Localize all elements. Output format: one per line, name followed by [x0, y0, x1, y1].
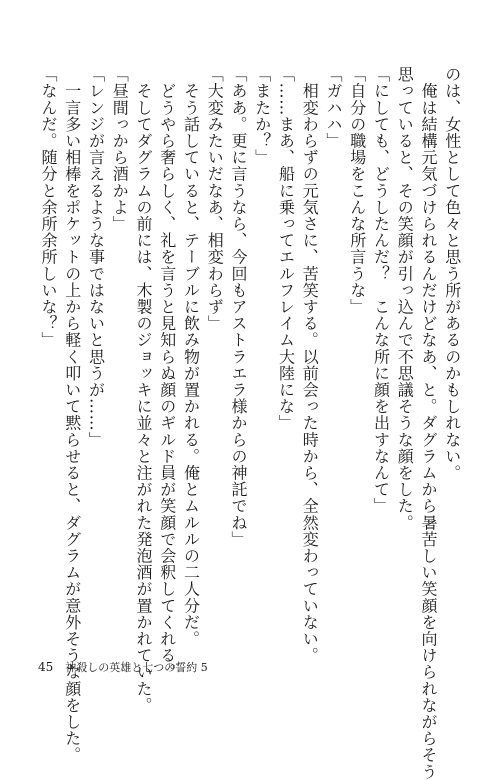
text-line: 俺は結構元気づけられるんだけどなあ、と。ダグラムから暑苦しい笑顔を向けられながらそう: [419, 66, 438, 780]
text-line: 「……まあ、船に乗ってエルフレイム大陸にな」: [276, 66, 296, 432]
page-footer: [38, 659, 208, 675]
page-number: 45: [38, 660, 54, 674]
text-line: 「なんだ。随分と余所余所しいな？」: [39, 66, 58, 349]
text-line: そう話していると、テーブルに飲み物が置かれる。俺とムルルの二人分だ。: [181, 66, 201, 647]
text-line: 「ガハハ」: [324, 66, 343, 149]
book-title: 神殺しの英雄と七つの誓約 5: [65, 661, 208, 674]
text-line: のは、女性として色々と思う所があるのかもしれない。: [442, 66, 462, 481]
text-line: 「昼間っから酒かよ」: [110, 66, 130, 232]
text-line: 思っていると、その笑顔が引っ込んで不思議そうな顔をした。: [395, 66, 415, 531]
text-line: 「にしても、どうしたんだ？ こんな所に顔を出すなんて」: [371, 66, 391, 515]
text-line: 「レンジが言えるような事ではないと思うが……」: [86, 66, 106, 448]
text-line: 「ああ。更に言うなら、今回もアストラエラ様からの神託でね」: [229, 66, 248, 548]
text-line: どうやら奢らしく、礼を言うと見知らぬ顔のギルド員が笑顔で会釈してくれる。: [157, 66, 177, 681]
text-line: 「またか？」: [252, 66, 272, 166]
text-line: 「自分の職場をこんな所言うな」: [347, 66, 367, 315]
text-line: そしてダグラムの前には、木製のジョッキに並々と注がれた発泡酒が置かれていた。: [134, 66, 153, 714]
text-line: 「大変みたいだなあ、相変わらず」: [205, 66, 225, 332]
text-line: 相変わらずの元気さに、苦笑する。以前会った時から、全然変わっていない。: [300, 66, 320, 664]
text-line: 一言多い相棒をポケットの上から軽く叩いて黙らせると、ダグラムが意外そうな顔をした。: [62, 66, 82, 764]
